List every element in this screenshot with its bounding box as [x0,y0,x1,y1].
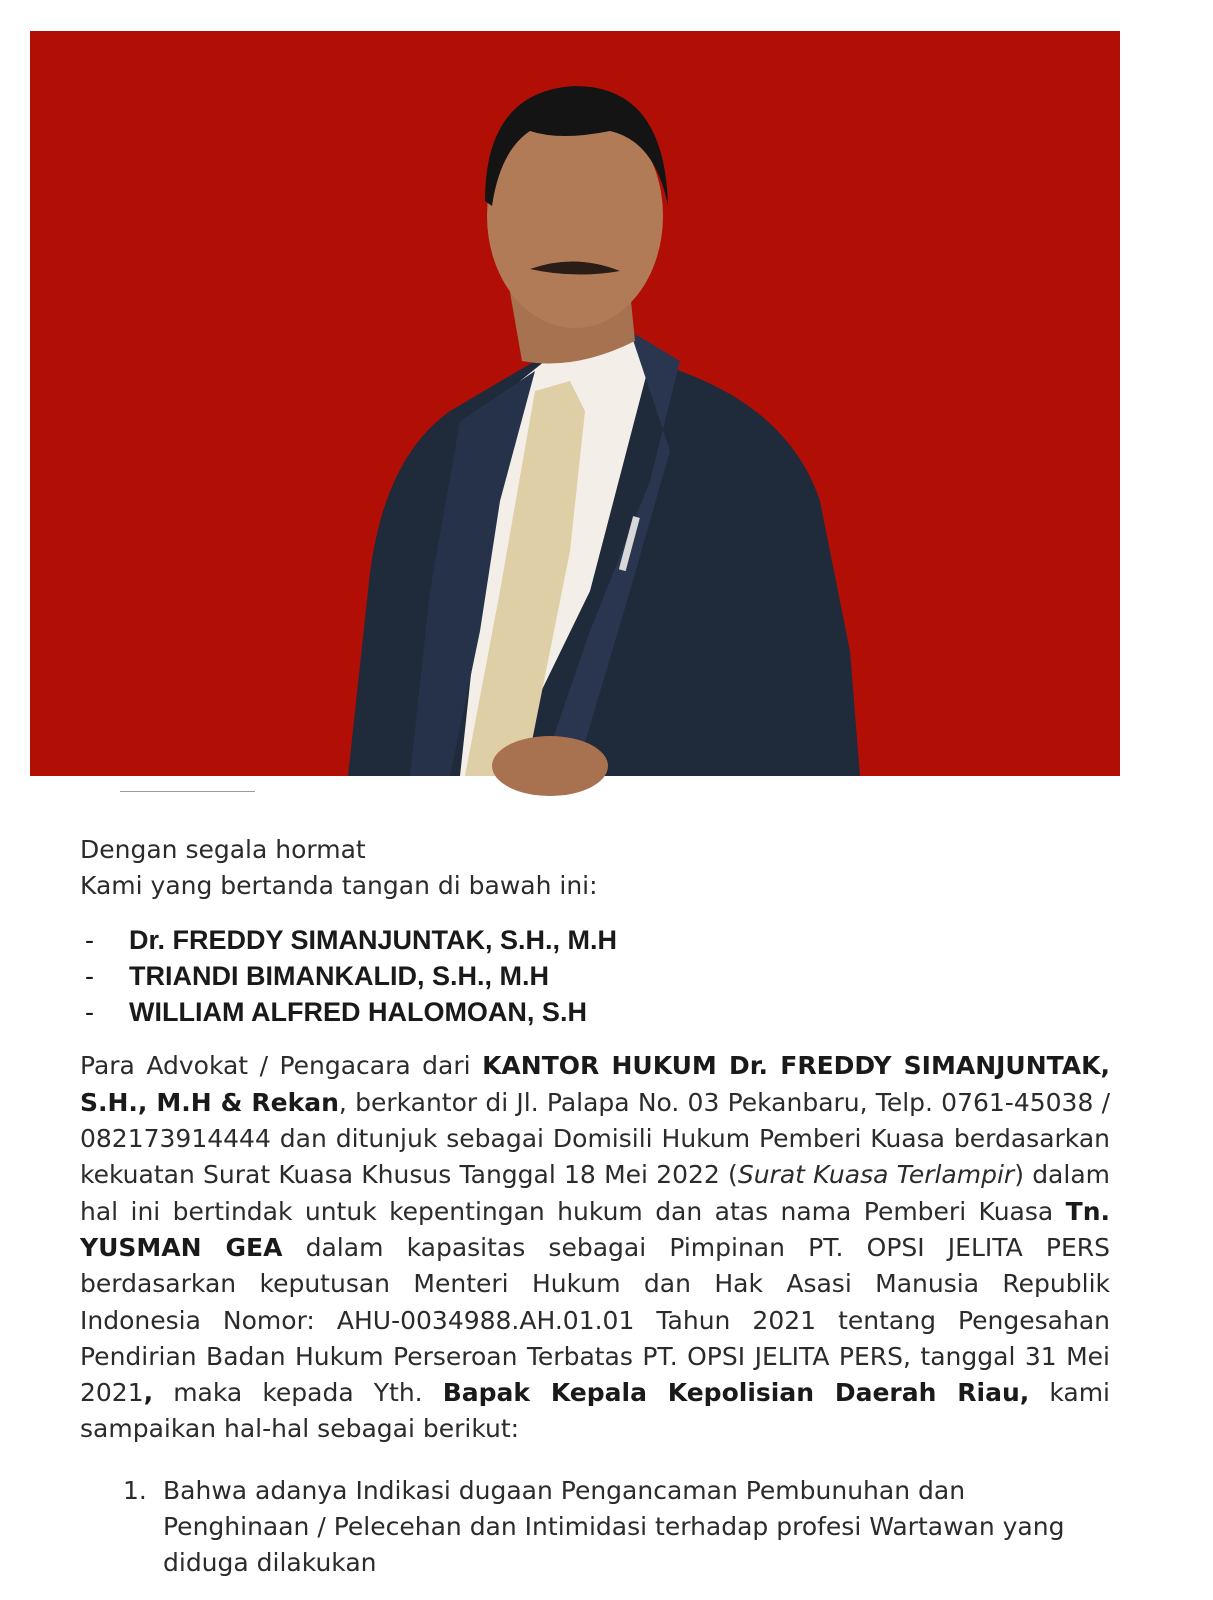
signer-name: TRIANDI BIMANKALID, S.H., M.H [129,960,549,991]
para-text: kami sampaikan hal-hal sebagai berikut: [80,1378,1110,1444]
signer-name: WILLIAM ALFRED HALOMOAN, S.H [129,997,587,1028]
divider-line [120,791,255,792]
list-item [80,958,1110,994]
attachment-note: Surat Kuasa Terlampir [737,1160,1015,1190]
signer-list [80,922,1110,1031]
portrait-photo [30,31,1120,776]
list-dash: - [85,960,94,991]
greeting-line: Dengan segala hormat [80,835,366,864]
para-comma: , [143,1378,154,1408]
signer-name: Dr. FREDDY SIMANJUNTAK, S.H., M.H [129,924,618,955]
intro-line: Kami yang bertanda tangan di bawah ini: [80,871,598,901]
client-name: Tn. YUSMAN GEA [80,1196,1110,1262]
para-text: , berkantor di Jl. Palapa No. 03 Pekanbaru, Telp. 0761-45038 / 082173914444 dan ditunjuk sebagai Domisili Hukum Pemberi Kuasa berdasarkan kekuatan Surat Kuasa Khusus Tanggal 18 Mei 2022 ( [80,1087,1110,1190]
numbered-item [80,1473,1110,1578]
item-text: Bahwa adanya Indikasi dugaan Pengancaman Pembunuhan dan Penghinaan / Pelecehan dan Intimidasi terhadap profesi Wartawan yang diduga dilakukan [163,1475,1065,1578]
list-item [80,994,1110,1030]
item-number: 1. [123,1475,147,1505]
law-firm-name: KANTOR HUKUM Dr. FREDDY SIMANJUNTAK, S.H., M.H & Rekan [80,1051,1110,1117]
para-text: maka kepada Yth. [153,1378,443,1408]
recipient-name: Bapak Kepala Kepolisian Daerah Riau, [442,1378,1030,1408]
para-text: dalam kapasitas sebagai Pimpinan PT. OPSI JELITA PERS berdasarkan keputusan Menteri Hukum dan Hak Asasi Manusia Republik Indonesia Nomor: AHU-0034988.AH.01.01 Tahun 2021 tentang Pengesahan Pendirian Badan Hukum Perseroan Terbatas PT. OPSI JELITA PERS, tanggal 31 Mei 2021 [80,1232,1110,1408]
letter-body [80,832,1110,1578]
list-dash: - [85,924,94,955]
para-text: Para Advokat / Pengacara dari [80,1051,483,1081]
para-text: ) dalam hal ini bertindak untuk kepentingan hukum dan atas nama Pemberi Kuasa [80,1160,1110,1226]
list-item [80,922,1110,958]
list-dash: - [85,997,94,1028]
main-paragraph [80,1048,1110,1447]
portrait-illustration [30,31,1120,776]
